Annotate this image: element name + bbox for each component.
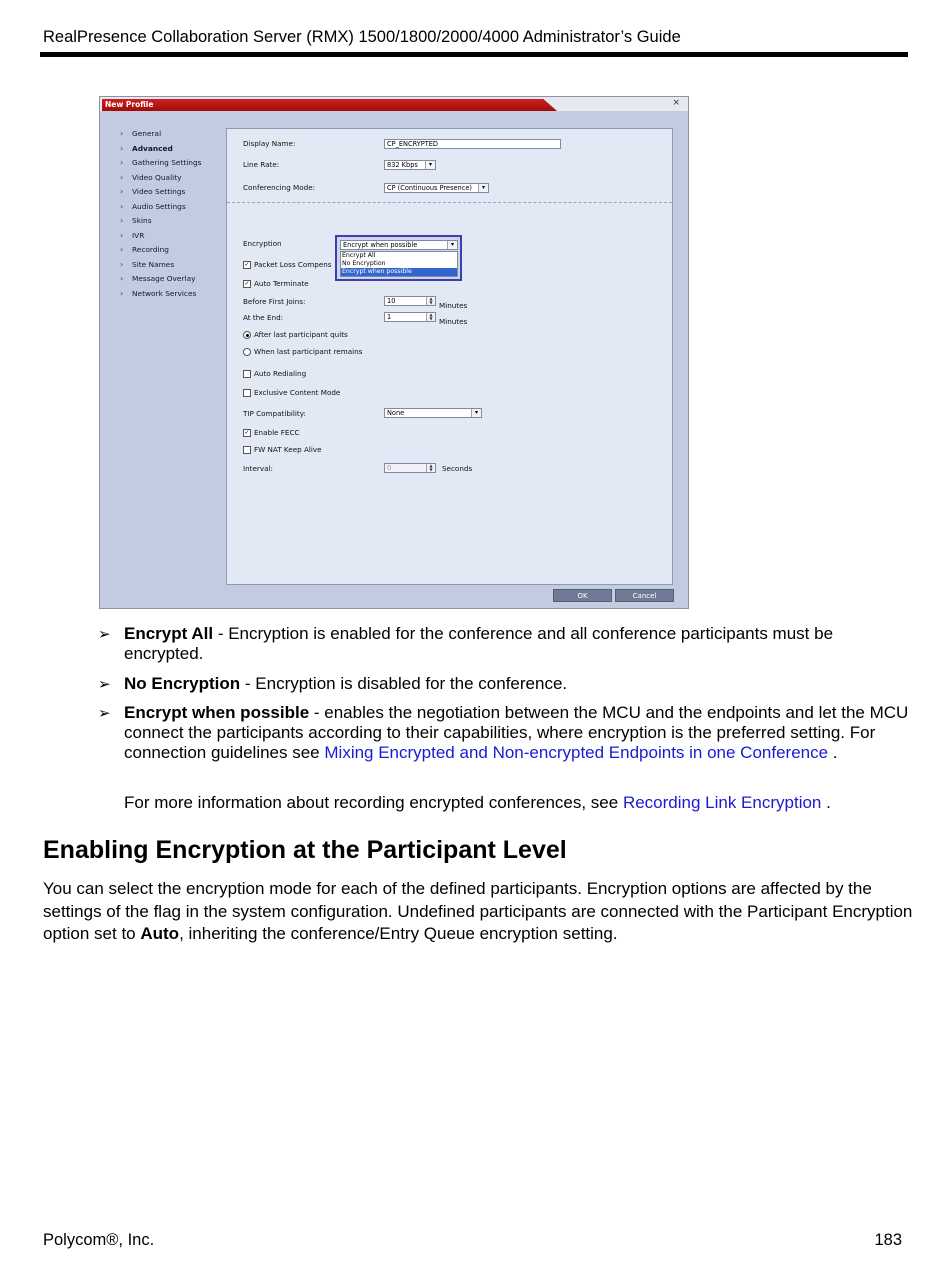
enable-fecc-label: Enable FECC: [254, 428, 300, 437]
section-heading: Enabling Encryption at the Participant Level: [43, 836, 567, 864]
spinner-icon[interactable]: ▲ ▼: [426, 297, 435, 305]
chevron-right-icon: ›: [120, 274, 124, 283]
title-tab: [102, 99, 557, 111]
nav-item-audio-settings[interactable]: › Audio Settings: [120, 201, 186, 211]
chevron-right-icon: ›: [120, 288, 124, 298]
nav-item-video-quality[interactable]: › Video Quality: [120, 172, 182, 182]
nav-item-ivr[interactable]: › IVR: [120, 230, 145, 240]
nav-item-video-settings[interactable]: › Video Settings: [120, 187, 186, 196]
spinner-icon[interactable]: ▲ ▼: [426, 313, 435, 321]
minutes-label: Minutes: [439, 317, 468, 326]
nav-item-network-services[interactable]: › Network Services: [120, 288, 197, 298]
recording-note: For more information about recording encrypted conferences, see Recording Link Encryption .: [124, 793, 831, 812]
auto-terminate-checkbox[interactable]: ✓: [244, 280, 250, 287]
encryption-options-list: [340, 251, 458, 277]
chevron-right-icon: ›: [120, 216, 124, 225]
interval-label: Interval:: [243, 464, 273, 473]
close-icon[interactable]: ×: [672, 98, 680, 108]
fw-nat-keep-alive-checkbox[interactable]: [243, 446, 251, 454]
after-last-quits-label: After last participant quits: [254, 330, 348, 339]
exclusive-content-label: Exclusive Content Mode: [254, 388, 341, 397]
chevron-right-icon: ›: [120, 230, 124, 240]
option-encrypt-when-possible[interactable]: Encrypt when possible: [341, 268, 457, 276]
when-last-remains-label: When last participant remains: [254, 347, 363, 356]
chevron-right-icon: ›: [120, 143, 124, 153]
minutes-label: Minutes: [439, 301, 468, 310]
window-titlebar: [100, 97, 688, 111]
page-number: 183: [874, 1231, 902, 1249]
running-header-title: RealPresence Collaboration Server (RMX) 1500/1800/2000/4000 Administrator’s Guide: [43, 28, 681, 46]
packet-loss-checkbox[interactable]: ✓: [244, 261, 250, 268]
cancel-button[interactable]: Cancel: [615, 589, 674, 602]
header-rule: [40, 52, 908, 57]
ok-button[interactable]: OK: [553, 589, 612, 602]
nav-item-site-names[interactable]: › Site Names: [120, 259, 175, 269]
interval-input: 0 ▲ ▼: [384, 463, 436, 473]
encryption-dropdown[interactable]: [335, 235, 462, 281]
chevron-down-icon: ▾: [471, 409, 481, 417]
chevron-right-icon: ›: [120, 129, 124, 138]
section-paragraph: You can select the encryption mode for each of the defined participants. Encryption options are affected by the settings of the flag in the system configuration. Undefined participants are connected with the Participant Encryption option set to Auto, inheriting the conference/Entry Queue encryption setting.: [43, 879, 913, 943]
tip-compatibility-select[interactable]: None ▾: [384, 408, 482, 418]
chevron-right-icon: ›: [120, 259, 124, 269]
nav-item-gathering-settings[interactable]: › Gathering Settings: [120, 158, 202, 167]
display-name-label: Display Name:: [243, 139, 296, 148]
nav-item-general[interactable]: › General: [120, 129, 162, 138]
encryption-label: Encryption: [243, 239, 282, 248]
at-the-end-label: At the End:: [243, 313, 284, 322]
when-last-remains-radio[interactable]: [243, 348, 251, 356]
conferencing-mode-label: Conferencing Mode:: [243, 183, 316, 192]
bullet-arrow-icon: ➢: [98, 626, 111, 643]
auto-redialing-label: Auto Redialing: [254, 369, 307, 378]
display-name-input[interactable]: CP_ENCRYPTED: [384, 139, 561, 149]
chevron-right-icon: ›: [120, 158, 124, 167]
before-first-joins-label: Before First Joins:: [243, 297, 306, 306]
nav-item-advanced[interactable]: › Advanced: [120, 143, 173, 153]
line-rate-label: Line Rate:: [243, 160, 280, 169]
bullet-no-encryption: No Encryption - Encryption is disabled for the conference.: [124, 674, 568, 693]
chevron-right-icon: ›: [120, 245, 124, 254]
seconds-label: Seconds: [442, 464, 473, 473]
nav-item-recording[interactable]: › Recording: [120, 245, 169, 254]
auto-redialing-checkbox[interactable]: [243, 370, 251, 378]
line-rate-select[interactable]: 832 Kbps ▾: [384, 160, 436, 170]
chevron-right-icon: ›: [120, 187, 124, 196]
profile-nav: [120, 129, 202, 303]
option-no-encryption[interactable]: No Encryption: [342, 260, 386, 267]
bullet-encrypt-all: Encrypt All - Encryption is enabled for the conference and all conference participants must be encrypted.: [124, 624, 834, 663]
chevron-right-icon: ›: [120, 172, 124, 182]
new-profile-screenshot: [99, 96, 689, 609]
window-title: New Profile: [105, 100, 154, 109]
after-last-quits-radio[interactable]: [243, 331, 251, 339]
advanced-settings-panel: [226, 128, 673, 585]
tip-compatibility-label: TIP Compatibility:: [243, 409, 306, 418]
encryption-select[interactable]: Encrypt when possible ▾: [340, 240, 458, 250]
chevron-down-icon: ▾: [447, 241, 457, 249]
nav-item-message-overlay[interactable]: › Message Overlay: [120, 274, 196, 283]
enable-fecc-checkbox[interactable]: ✓: [244, 429, 250, 436]
bullet-encrypt-when-possible: Encrypt when possible - enables the negotiation between the MCU and the endpoints and let the MCU connect the participants according to their capabilities, where encryption is the preferred setting. For connection guidelines see Mixing Encrypted and Non-encrypted Endpoints in one Conference .: [124, 703, 909, 762]
nav-item-skins[interactable]: › Skins: [120, 216, 152, 225]
chevron-right-icon: ›: [120, 201, 124, 211]
packet-loss-label: Packet Loss Compens: [254, 260, 332, 269]
auto-terminate-label: Auto Terminate: [254, 279, 309, 288]
recording-link-encryption-link[interactable]: Recording Link Encryption: [622, 793, 822, 812]
chevron-down-icon: ▾: [425, 161, 435, 169]
mixing-encrypted-link[interactable]: Mixing Encrypted and Non-encrypted Endpoints in one Conference: [324, 743, 829, 762]
footer-company: Polycom®, Inc.: [43, 1231, 155, 1249]
chevron-down-icon: ▾: [478, 184, 488, 192]
section-divider: [227, 202, 672, 203]
option-encrypt-all[interactable]: Encrypt All: [342, 252, 376, 259]
bullet-arrow-icon: ➢: [98, 676, 111, 693]
bullet-arrow-icon: ➢: [98, 705, 111, 722]
conferencing-mode-select[interactable]: CP (Continuous Presence) ▾: [384, 183, 489, 193]
fw-nat-keep-alive-label: FW NAT Keep Alive: [254, 445, 322, 454]
at-the-end-input[interactable]: 1 ▲ ▼: [384, 312, 436, 322]
exclusive-content-checkbox[interactable]: [243, 389, 251, 397]
spinner-icon: ▲ ▼: [426, 464, 435, 472]
before-first-joins-input[interactable]: 10 ▲ ▼: [384, 296, 436, 306]
